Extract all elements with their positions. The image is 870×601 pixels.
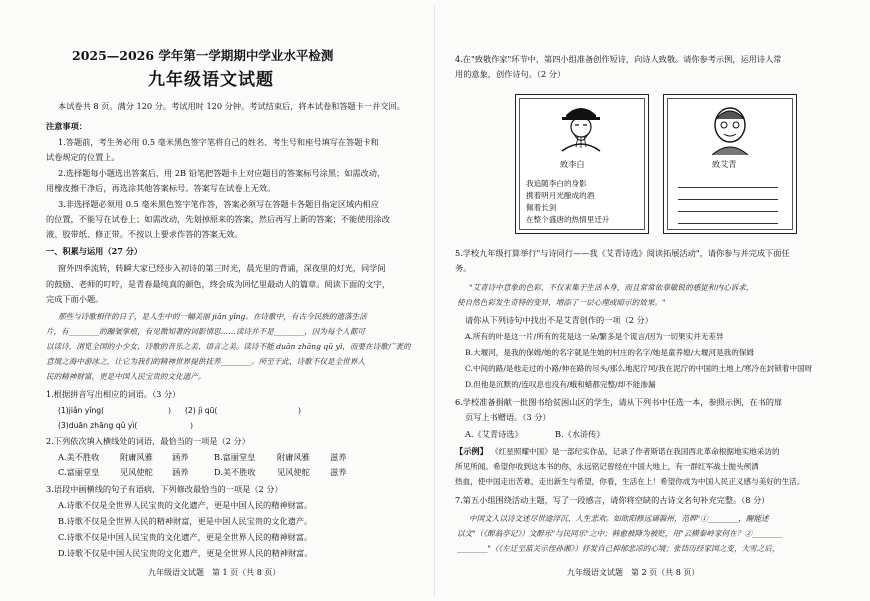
q6-book-a: A.《艾青诗选》 xyxy=(465,429,523,439)
card2-name: 致艾青 xyxy=(712,159,737,169)
poem-card-aiqing xyxy=(663,94,797,234)
q2-option: 见风使舵 xyxy=(120,467,153,477)
card1-poem-line: 我追随李白的身影 xyxy=(526,179,587,188)
page-right xyxy=(435,0,870,601)
q3-option: B.诗歌不仅是全世界人民的精神财富，更是中国人民宝贵的文化遗产。 xyxy=(58,516,313,526)
italic-passage-line: 民的精神财富，更是中国人民宝贵的文化遗产。 xyxy=(46,372,206,381)
q7-text-line: ________"（《左迁至蓝关示侄孙湘》）抒发自己抑郁悲凉的心境；张岱历经家国之变，大雪之后， xyxy=(457,544,780,553)
quote-line: "艾青诗中意象的色彩，不仅来集于生活本身，而且常常依靠敏锐的感觉和内心诉求， xyxy=(469,283,754,292)
card1-poem-line: 佩着长剑 xyxy=(526,203,557,212)
q3-option: A.诗歌不仅是全世界人民宝贵的文化遗产，更是中国人民的精神财富。 xyxy=(58,500,313,510)
notice-line: 用橡皮擦干净后，再选涂其他答案标号。答案写在试卷上无效。 xyxy=(46,183,276,193)
q1-item-1: (1)jiǎn yǐng( xyxy=(58,406,105,415)
libai-portrait-icon xyxy=(552,103,610,153)
q2-option: 滋养 xyxy=(330,452,347,462)
card1-name: 致李白 xyxy=(560,159,585,169)
italic-passage-line: 以读诗，浏览全国的小少女，诗歌的音乐之美、语言之美。读诗不能 duān zhāng qǔ yì，而要在诗歌广袤的 xyxy=(46,342,411,351)
q2-option: 涵养 xyxy=(172,452,189,462)
q2-option: B.富丽堂皇 xyxy=(214,452,256,462)
q5-option: B.大堰河，是我的保姆/她的名字就是生她的村庄的名字/她是童养媳/大堰河是我的保姆 xyxy=(465,348,755,357)
q2-option: A.美不胜收 xyxy=(58,452,100,462)
answer-line xyxy=(678,211,778,212)
q5-option: D.但他是沉默的/连叹息也没有/蛾和蜡都完整/却不能渗漏 xyxy=(465,380,656,389)
q1-item-3-close: ) xyxy=(190,421,193,430)
passage-line: 窗外四季流转，转瞬大家已经步入初诗的第三时光，晨光里的背诵，深夜里的灯光，同学间 xyxy=(58,263,386,273)
notice-heading: 注意事项： xyxy=(46,121,87,131)
q5-option: C.中间的路/是他走过的小路/伸在路的尽头/那么地泥泞坷/我在泥泞的中国的土地上/寒冷在封锁着中国呀 xyxy=(465,364,813,373)
q2-option: 涵养 xyxy=(172,467,189,477)
q7-text-line: 中国文人以诗文述尽世途浮沉、人生悲欢。如欧阳修远谪滁州，范晔"①________，醒能述 xyxy=(469,514,769,523)
poem-card-libai xyxy=(515,94,649,234)
q5-task: 请你从下列诗句中找出不是艾青创作的一项（2 分） xyxy=(465,315,653,325)
q2-option: C.富丽堂皇 xyxy=(58,467,100,477)
notice-line: 3.非选择题必须用 0.5 毫米黑色签字笔作答，答案必须写在答题卡各题目指定区域内相应 xyxy=(58,199,379,209)
question-4-cont: 用的意象，创作诗句。（2 分） xyxy=(455,69,566,79)
example-line: 《红星照耀中国》是一部纪实作品，记录了作者斯诺在我国西北革命根据地实地采访的 xyxy=(491,447,780,456)
notice-line: 2.选择题每小题选出答案后，用 2B 铅笔把答题卡上对应题目的答案标号涂黑；如需改动， xyxy=(58,168,386,178)
example-line: 热血，使中国走出苦难，走出新生与希望，你看，生活在上！希望你成为中国人民正义感与美好的生活。 xyxy=(455,477,805,486)
q2-option: 滋养 xyxy=(330,467,347,477)
q5-option: A.所有的叶是这一片/所有的花是这一朵/繁多是个谎言/因为一切果实并无差异 xyxy=(465,332,724,341)
question-6-cont: 页写上书赠语。（3 分） xyxy=(465,412,551,422)
passage-line: 的鼓励、老师的叮咛，是青春最纯真的颜色，终会成为回忆里最动人的篇章。阅读下面的文字， xyxy=(46,279,390,289)
intro-text: 本试卷共 8 页。满分 120 分。考试用时 120 分钟。考试结束后，将本试卷和答题卡一并交回。 xyxy=(58,101,405,111)
question-1: 1.根据拼音写出相应的词语。（3 分） xyxy=(46,389,181,399)
q2-option: 附庸风雅 xyxy=(120,452,153,462)
page-footer: 九年级语文试题 第 1 页（共 8 页） xyxy=(148,568,281,577)
q1-item-1-close: ) xyxy=(168,406,171,415)
q3-option: D.诗歌不仅是中国人民宝贵的文化遗产，更是全世界人民的精神财富。 xyxy=(58,548,313,558)
italic-passage-line: 片，有________的蹦皱挲痕，有见微知著的词影情思……读诗并不是________，因为每个人都可 xyxy=(46,327,365,336)
q3-option: C.诗歌不仅是中国人民宝贵的文化遗产，更是全世界人民的精神财富。 xyxy=(58,532,313,542)
aiqing-portrait-icon xyxy=(704,103,756,155)
italic-passage-line: 那些与诗歌相伴的日子，是人生中的一幅美丽 jiǎn yǐng。在诗歌中，有古今民族的遗落生活 xyxy=(58,312,367,321)
question-7: 7.第五小组围绕活动主题，写了一段感言，请你将空缺的古诗文名句补充完整。（8 分） xyxy=(455,495,770,505)
question-3: 3.语段中画横线的句子有语病，下列修改最恰当的一项是（2 分） xyxy=(46,484,283,494)
notice-line: 液、胶带纸、修正带。不按以上要求作答的答案无效。 xyxy=(46,229,243,239)
q1-item-2-close: ) xyxy=(298,406,301,415)
exam-title: 2025—2026 学年第一学期期中学业水平检测 xyxy=(72,48,334,63)
card1-poem-line: 携着明月光酿成的酒 xyxy=(526,191,595,200)
q2-option: 见风使舵 xyxy=(277,467,310,477)
notice-line: 1.答题前，考生务必用 0.5 毫米黑色签字笔将自己的姓名、考生号和座号填写在答题卡和 xyxy=(58,137,379,147)
question-5-cont: 务。 xyxy=(455,263,472,273)
notice-line: 试卷规定的位置上。 xyxy=(46,152,120,162)
q2-option: D.美不胜收 xyxy=(214,467,256,477)
example-line: 所见所闻。希望你收到这本书的你，永远铭记曾经在中国大地上，有一群红军战士抛头颅洒 xyxy=(455,462,759,471)
q2-option: 附庸风雅 xyxy=(277,452,310,462)
notice-line: 的位置，不能写在试卷上；如需改动，先划掉原来的答案，然后再写上新的答案；不能使用涂改 xyxy=(46,214,390,224)
card1-poem-line: 在整个盛唐的热情里迁升 xyxy=(526,215,610,224)
passage-line: 完成下面小题。 xyxy=(46,294,104,304)
quote-line: 使自然色彩发生奇特的变异，增添了一层心理或暗示的效果。" xyxy=(457,298,666,307)
question-5: 5.学校九年级打算举行"与诗同行——我《艾青诗选》阅读拓展活动"，请你参与并完成下面任 xyxy=(455,248,790,258)
q1-item-2: (2) jì qū( xyxy=(185,406,218,415)
italic-passage-line: 意境之海中游冰之，让它为我们的精神世界提供抚养________。所至于此，诗歌不仅是全世界人 xyxy=(46,357,365,366)
q1-item-3: (3)duān zhāng qǔ yì( xyxy=(58,421,138,430)
section-heading: 一、积累与运用（27 分） xyxy=(46,246,143,256)
example-label: 【示例】 xyxy=(455,446,488,456)
answer-line xyxy=(678,223,778,224)
q6-book-b: B.《水浒传》 xyxy=(555,429,605,439)
answer-line xyxy=(678,187,778,188)
question-2: 2.下列依次填入横线处的词语，最恰当的一项是（2 分） xyxy=(46,436,250,446)
page-footer: 九年级语文试题 第 2 页（共 8 页） xyxy=(567,568,700,577)
answer-line xyxy=(678,199,778,200)
q7-text-line: 以文"（《醉翁亭记》）文醉乐"与民同乐"之中；韩愈被降为被贬，用"云横秦岭家何在？②________ xyxy=(457,529,783,538)
subject-title: 九年级语文试题 xyxy=(148,70,274,90)
question-6: 6.学校准备捐献一批图书给贫困山区的学生，请从下列书中任选一本，参照示例，在书的扉 xyxy=(455,397,783,407)
question-4: 4.在"致敬作家"环节中，第四小组准备创作短诗，向诗人致敬。请你参考示例，运用诗人常 xyxy=(455,54,782,64)
